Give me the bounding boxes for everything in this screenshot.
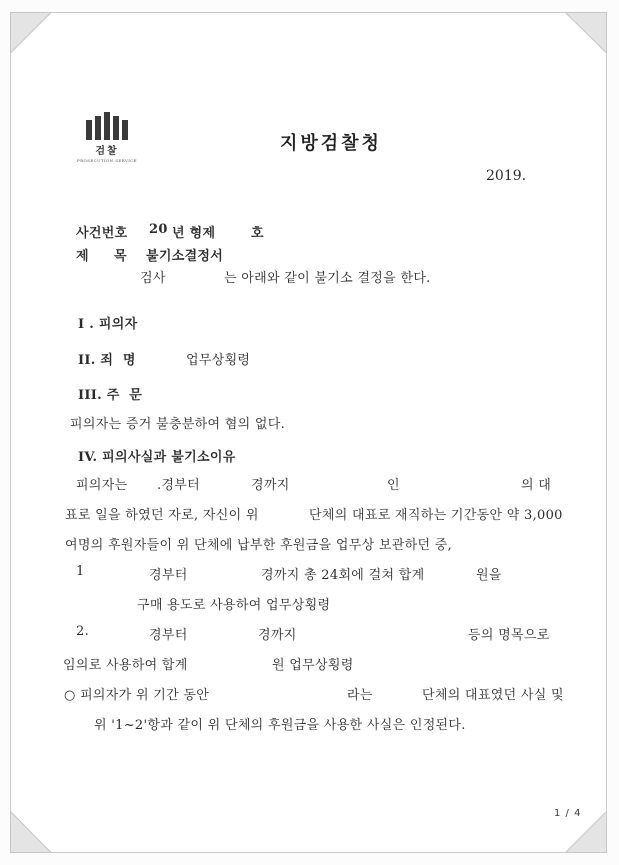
prosecution-emblem-icon	[85, 112, 129, 140]
text-segment: 원을	[476, 568, 502, 583]
text-segment: 검사	[140, 271, 166, 286]
text-segment: 사건번호	[76, 226, 128, 241]
document-line	[0, 474, 619, 492]
text-segment: ○ 피의자가 위 기간 동안	[64, 688, 210, 703]
text-segment: 등의 명목으로	[468, 628, 550, 643]
text-segment: II. 죄 명	[78, 353, 136, 368]
text-segment: 구매 용도로 사용하여 업무상횡령	[137, 598, 331, 613]
text-segment: 경까지	[251, 478, 290, 493]
text-segment: 불기소결정서	[146, 249, 224, 264]
document-line	[0, 594, 619, 612]
document-line	[0, 384, 619, 402]
text-segment: 인	[387, 478, 400, 493]
prosecution-service-logo	[76, 112, 138, 163]
logo-english-label: PROSECUTION SERVICE	[77, 158, 137, 163]
document-line	[0, 624, 619, 642]
page-number: 1 / 4	[554, 808, 582, 819]
text-segment: 20	[149, 222, 168, 237]
document-title: 지방검찰청	[280, 133, 382, 154]
text-segment: 는 아래와 같이 불기소 결정을 한다.	[224, 271, 431, 286]
text-segment: 여명의 후원자들이 위 단체에 납부한 후원금을 업무상 보관하던 중,	[65, 538, 453, 553]
text-segment: 년 형제	[172, 226, 216, 241]
document-line	[0, 313, 619, 331]
text-segment: 1	[76, 564, 85, 579]
document-line	[0, 245, 619, 263]
text-segment: 피의자는	[76, 478, 128, 493]
corner-fold-bottom-left	[10, 811, 52, 853]
document-line	[0, 684, 619, 702]
text-segment: 원 업무상횡령	[272, 658, 354, 673]
document-line	[0, 504, 619, 522]
corner-fold-top-right	[565, 12, 607, 54]
text-segment: 임의로 사용하여 합계	[63, 658, 188, 673]
text-segment: 라는	[347, 688, 373, 703]
text-segment: 피의자는 증거 불충분하여 혐의 없다.	[70, 417, 286, 432]
text-segment: 단체의 대표였던 사실 및	[422, 688, 564, 703]
text-segment: 2.	[76, 624, 90, 639]
text-segment: 경까지 총 24회에 걸쳐 합계	[261, 568, 425, 583]
text-segment: 단체의 대표로 재직하는 기간동안 약 3,000	[309, 508, 563, 523]
document-line	[0, 714, 619, 732]
corner-fold-top-left	[10, 12, 52, 54]
text-segment: I . 피의자	[78, 317, 138, 332]
document-line	[0, 349, 619, 367]
text-segment: 호	[251, 226, 264, 241]
document-line	[0, 267, 619, 285]
document-date: 2019.	[486, 168, 527, 184]
text-segment: 제	[76, 249, 89, 264]
text-segment: 경까지	[258, 628, 297, 643]
document-line	[0, 534, 619, 552]
document-line	[0, 446, 619, 464]
text-segment: 표로 일을 하였던 자로, 자신이 위	[65, 508, 259, 523]
text-segment: IV. 피의사실과 불기소이유	[78, 450, 236, 465]
text-segment: 경부터	[149, 568, 188, 583]
text-segment: III. 주 문	[78, 388, 143, 403]
document-line	[0, 564, 619, 582]
document-line	[0, 654, 619, 672]
text-segment: .경부터	[157, 478, 201, 493]
text-segment: 경부터	[149, 628, 188, 643]
text-segment: 위 '1~2'항과 같이 위 단체의 후원금을 사용한 사실은 인정된다.	[94, 718, 466, 733]
text-segment: 업무상횡령	[186, 353, 251, 368]
document-line	[0, 222, 619, 240]
text-segment: 의 대	[521, 478, 552, 493]
text-segment: 목	[114, 249, 127, 264]
logo-korean-label: 검찰	[95, 146, 119, 157]
document-line	[0, 413, 619, 431]
